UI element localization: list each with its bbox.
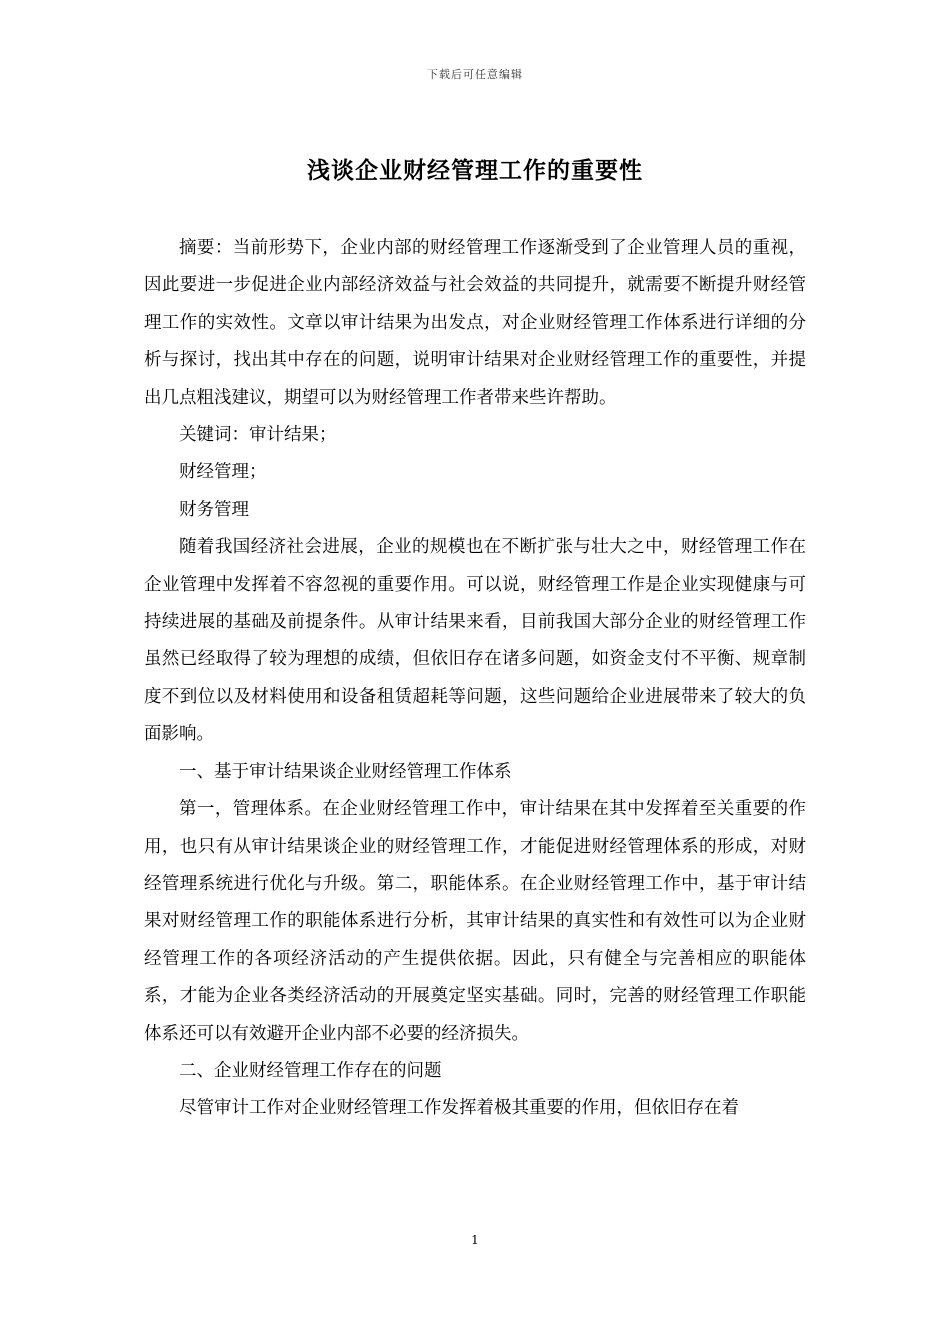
body-paragraph: 尽管审计工作对企业财经管理工作发挥着极其重要的作用，但依旧存在着 (179, 1098, 739, 1119)
keyword-item: 财经管理； (179, 462, 267, 483)
page-number: 1 (471, 1233, 479, 1247)
body-paragraph: 第一，管理体系。在企业财经管理工作中，审计结果在其中发挥着至关重要的作用，也只有从审计结果谈企业的财经管理工作，才能促进财经管理体系的形成，对财经管理系统进行优化与升级。第二，职能体系。在企业财经管理工作中，基于审计结果对财经管理工作的职能体系进行分析，其审计结果的真实性和有效性可以为企业财经管理工作的各项经济活动的产生提供依据。因此，只有健全与完善相应的职能体系，才能为企业各类经济活动的开展奠定坚实基础。同时，完善的财经管理工作职能体系还可以有效避开企业内部不必要的经济损失。 (144, 799, 806, 1044)
abstract-paragraph: 摘要：当前形势下，企业内部的财经管理工作逐渐受到了企业管理人员的重视，因此要进一步促进企业内部经济效益与社会效益的共同提升，就需要不断提升财经管理工作的实效性。文章以审计结果为出发点，对企业财经管理工作体系进行详细的分析与探讨，找出其中存在的问题，说明审计结果对企业财经管理工作的重要性，并提出几点粗浅建议，期望可以为财经管理工作者带来些许帮助。 (144, 238, 806, 408)
section-heading: 一、基于审计结果谈企业财经管理工作体系 (179, 761, 512, 782)
keyword-item: 财务管理 (179, 499, 249, 520)
intro-paragraph: 随着我国经济社会进展，企业的规模也在不断扩张与壮大之中，财经管理工作在企业管理中发挥着不容忽视的重要作用。可以说，财经管理工作是企业实现健康与可持续进展的基础及前提条件。从审计结果来看，目前我国大部分企业的财经管理工作虽然已经取得了较为理想的成绩，但依旧存在诸多问题，如资金支付不平衡、规章制度不到位以及材料使用和设备租赁超耗等问题，这些问题给企业进展带来了较大的负面影响。 (144, 537, 806, 745)
section-heading: 二、企业财经管理工作存在的问题 (179, 1060, 442, 1081)
keywords-line: 关键词：审计结果； (179, 425, 337, 446)
header-note: 下载后可任意编辑 (427, 68, 523, 81)
document-body (144, 230, 806, 1128)
document-title: 浅谈企业财经管理工作的重要性 (307, 157, 643, 184)
